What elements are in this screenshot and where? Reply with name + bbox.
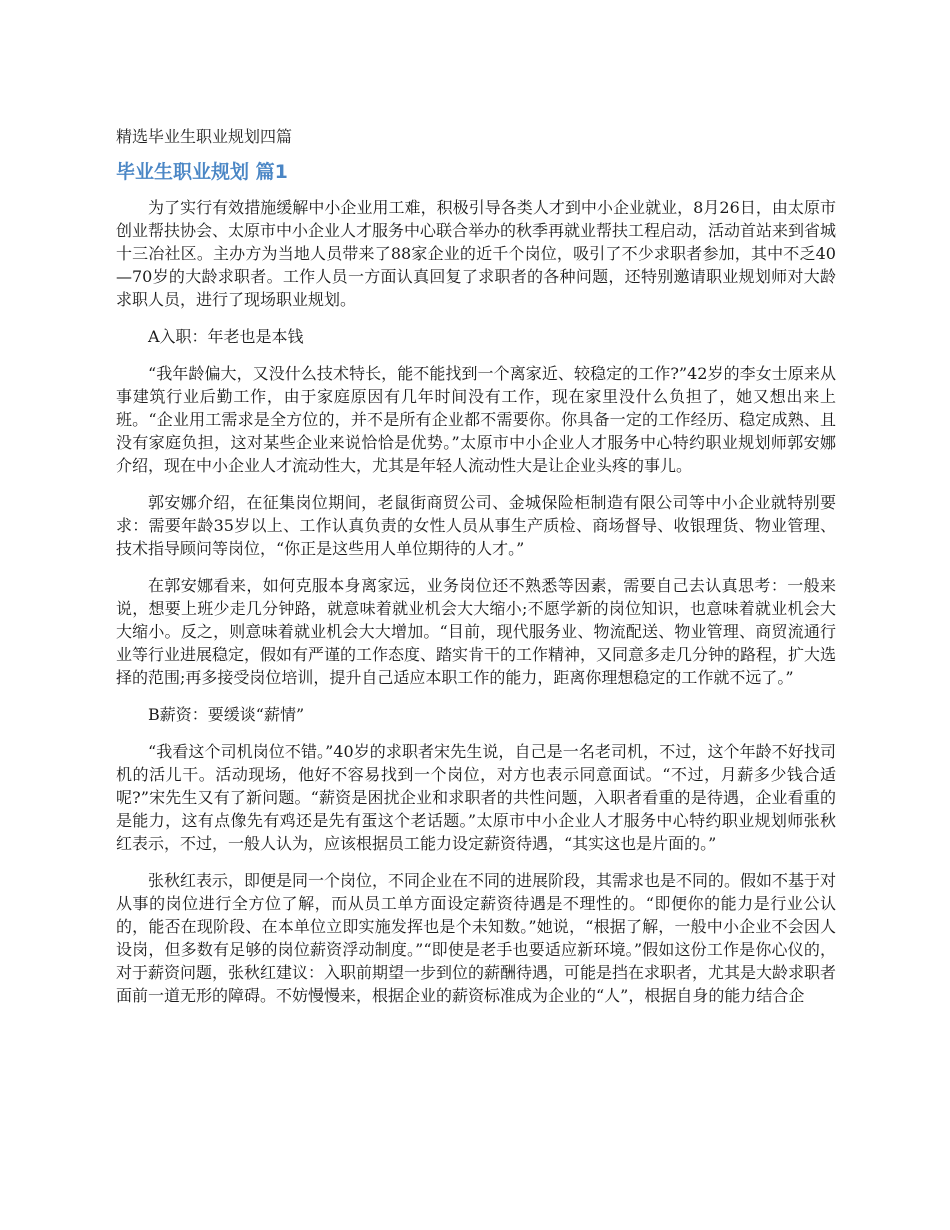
section-heading: 毕业生职业规划 篇1: [116, 161, 288, 183]
subheading-a: A入职：年老也是本钱: [148, 327, 304, 346]
paragraph-b1: “我看这个司机岗位不错。”40岁的求职者宋先生说，自己是一名老司机，不过，这个年龄不好找司机的活儿干。活动现场，他好不容易找到一个岗位，对方也表示同意面试。“不过，月薪多少钱合适呢?”宋先生又有了新问题。“薪资是困扰企业和求职者的共性问题，入职者看重的是待遇，企业看重的是能力，这有点像先有鸡还是先有蛋这个老话题。”太原市中小企业人才服务中心特约职业规划师张秋红表示，不过，一般人认为，应该根据员工能力设定薪资待遇，“其实这也是片面的。”: [116, 742, 836, 853]
paragraph-intro: 为了实行有效措施缓解中小企业用工难，积极引导各类人才到中小企业就业，8月26日，由太原市创业帮扶协会、太原市中小企业人才服务中心联合举办的秋季再就业帮扶工程启动，活动首站来到省城十三冶社区。主办方为当地人员带来了88家企业的近千个岗位，吸引了不少求职者参加，其中不乏40—70岁的大龄求职者。工作人员一方面认真回复了求职者的各种问题，还特别邀请职业规划师对大龄求职人员，进行了现场职业规划。: [116, 198, 837, 309]
document-body: [116, 124, 836, 1021]
subheading-b: B薪资：要缓谈“薪情”: [148, 705, 305, 724]
document-title: 精选毕业生职业规划四篇: [116, 127, 293, 146]
paragraph-a3: 在郭安娜看来，如何克服本身离家远，业务岗位还不熟悉等因素，需要自己去认真思考：一般来说，想要上班少走几分钟路，就意味着就业机会大大缩小;不愿学新的岗位知识，也意味着就业机会大大缩小。反之，则意味着就业机会大大增加。“目前，现代服务业、物流配送、物业管理、商贸流通行业等行业进展稳定，假如有严谨的工作态度、踏实肯干的工作精神，又同意多走几分钟的路程，扩大选择的范围;再多接受岗位培训，提升自己适应本职工作的能力，距离你理想稳定的工作就不远了。”: [116, 576, 837, 687]
paragraph-a2: 郭安娜介绍，在征集岗位期间，老鼠街商贸公司、金城保险柜制造有限公司等中小企业就特别要求：需要年龄35岁以上、工作认真负责的女性人员从事生产质检、商场督导、收银理货、物业管理、技术指导顾问等岗位，“你正是这些用人单位期待的人才。”: [116, 493, 836, 558]
paragraph-a1: “我年龄偏大，又没什么技术特长，能不能找到一个离家近、较稳定的工作?”42岁的李女士原来从事建筑行业后勤工作，由于家庭原因有几年时间没有工作，现在家里没什么负担了，她又想出来上班。“企业用工需求是全方位的，并不是所有企业都不需要你。你具备一定的工作经历、稳定成熟、且没有家庭负担，这对某些企业来说恰恰是优势。”太原市中小企业人才服务中心特约职业规划师郭安娜介绍，现在中小企业人才流动性大，尤其是年轻人流动性大是让企业头疼的事儿。: [116, 364, 836, 475]
paragraph-b2: 张秋红表示，即便是同一个岗位，不同企业在不同的进展阶段，其需求也是不同的。假如不基于对从事的岗位进行全方位了解，而从员工单方面设定薪资待遇是不理性的。“即便你的能力是行业公认的，能否在现阶段、在本单位立即实施发挥也是个未知数。”她说，“根据了解，一般中小企业不会因人设岗，但多数有足够的岗位薪资浮动制度。”“即使是老手也要适应新环境。”假如这份工作是你心仪的，对于薪资问题，张秋红建议：入职前期望一步到位的薪酬待遇，可能是挡在求职者，尤其是大龄求职者面前一道无形的障碍。不妨慢慢来，根据企业的薪资标准成为企业的“人”，根据自身的能力结合企: [116, 871, 837, 1005]
